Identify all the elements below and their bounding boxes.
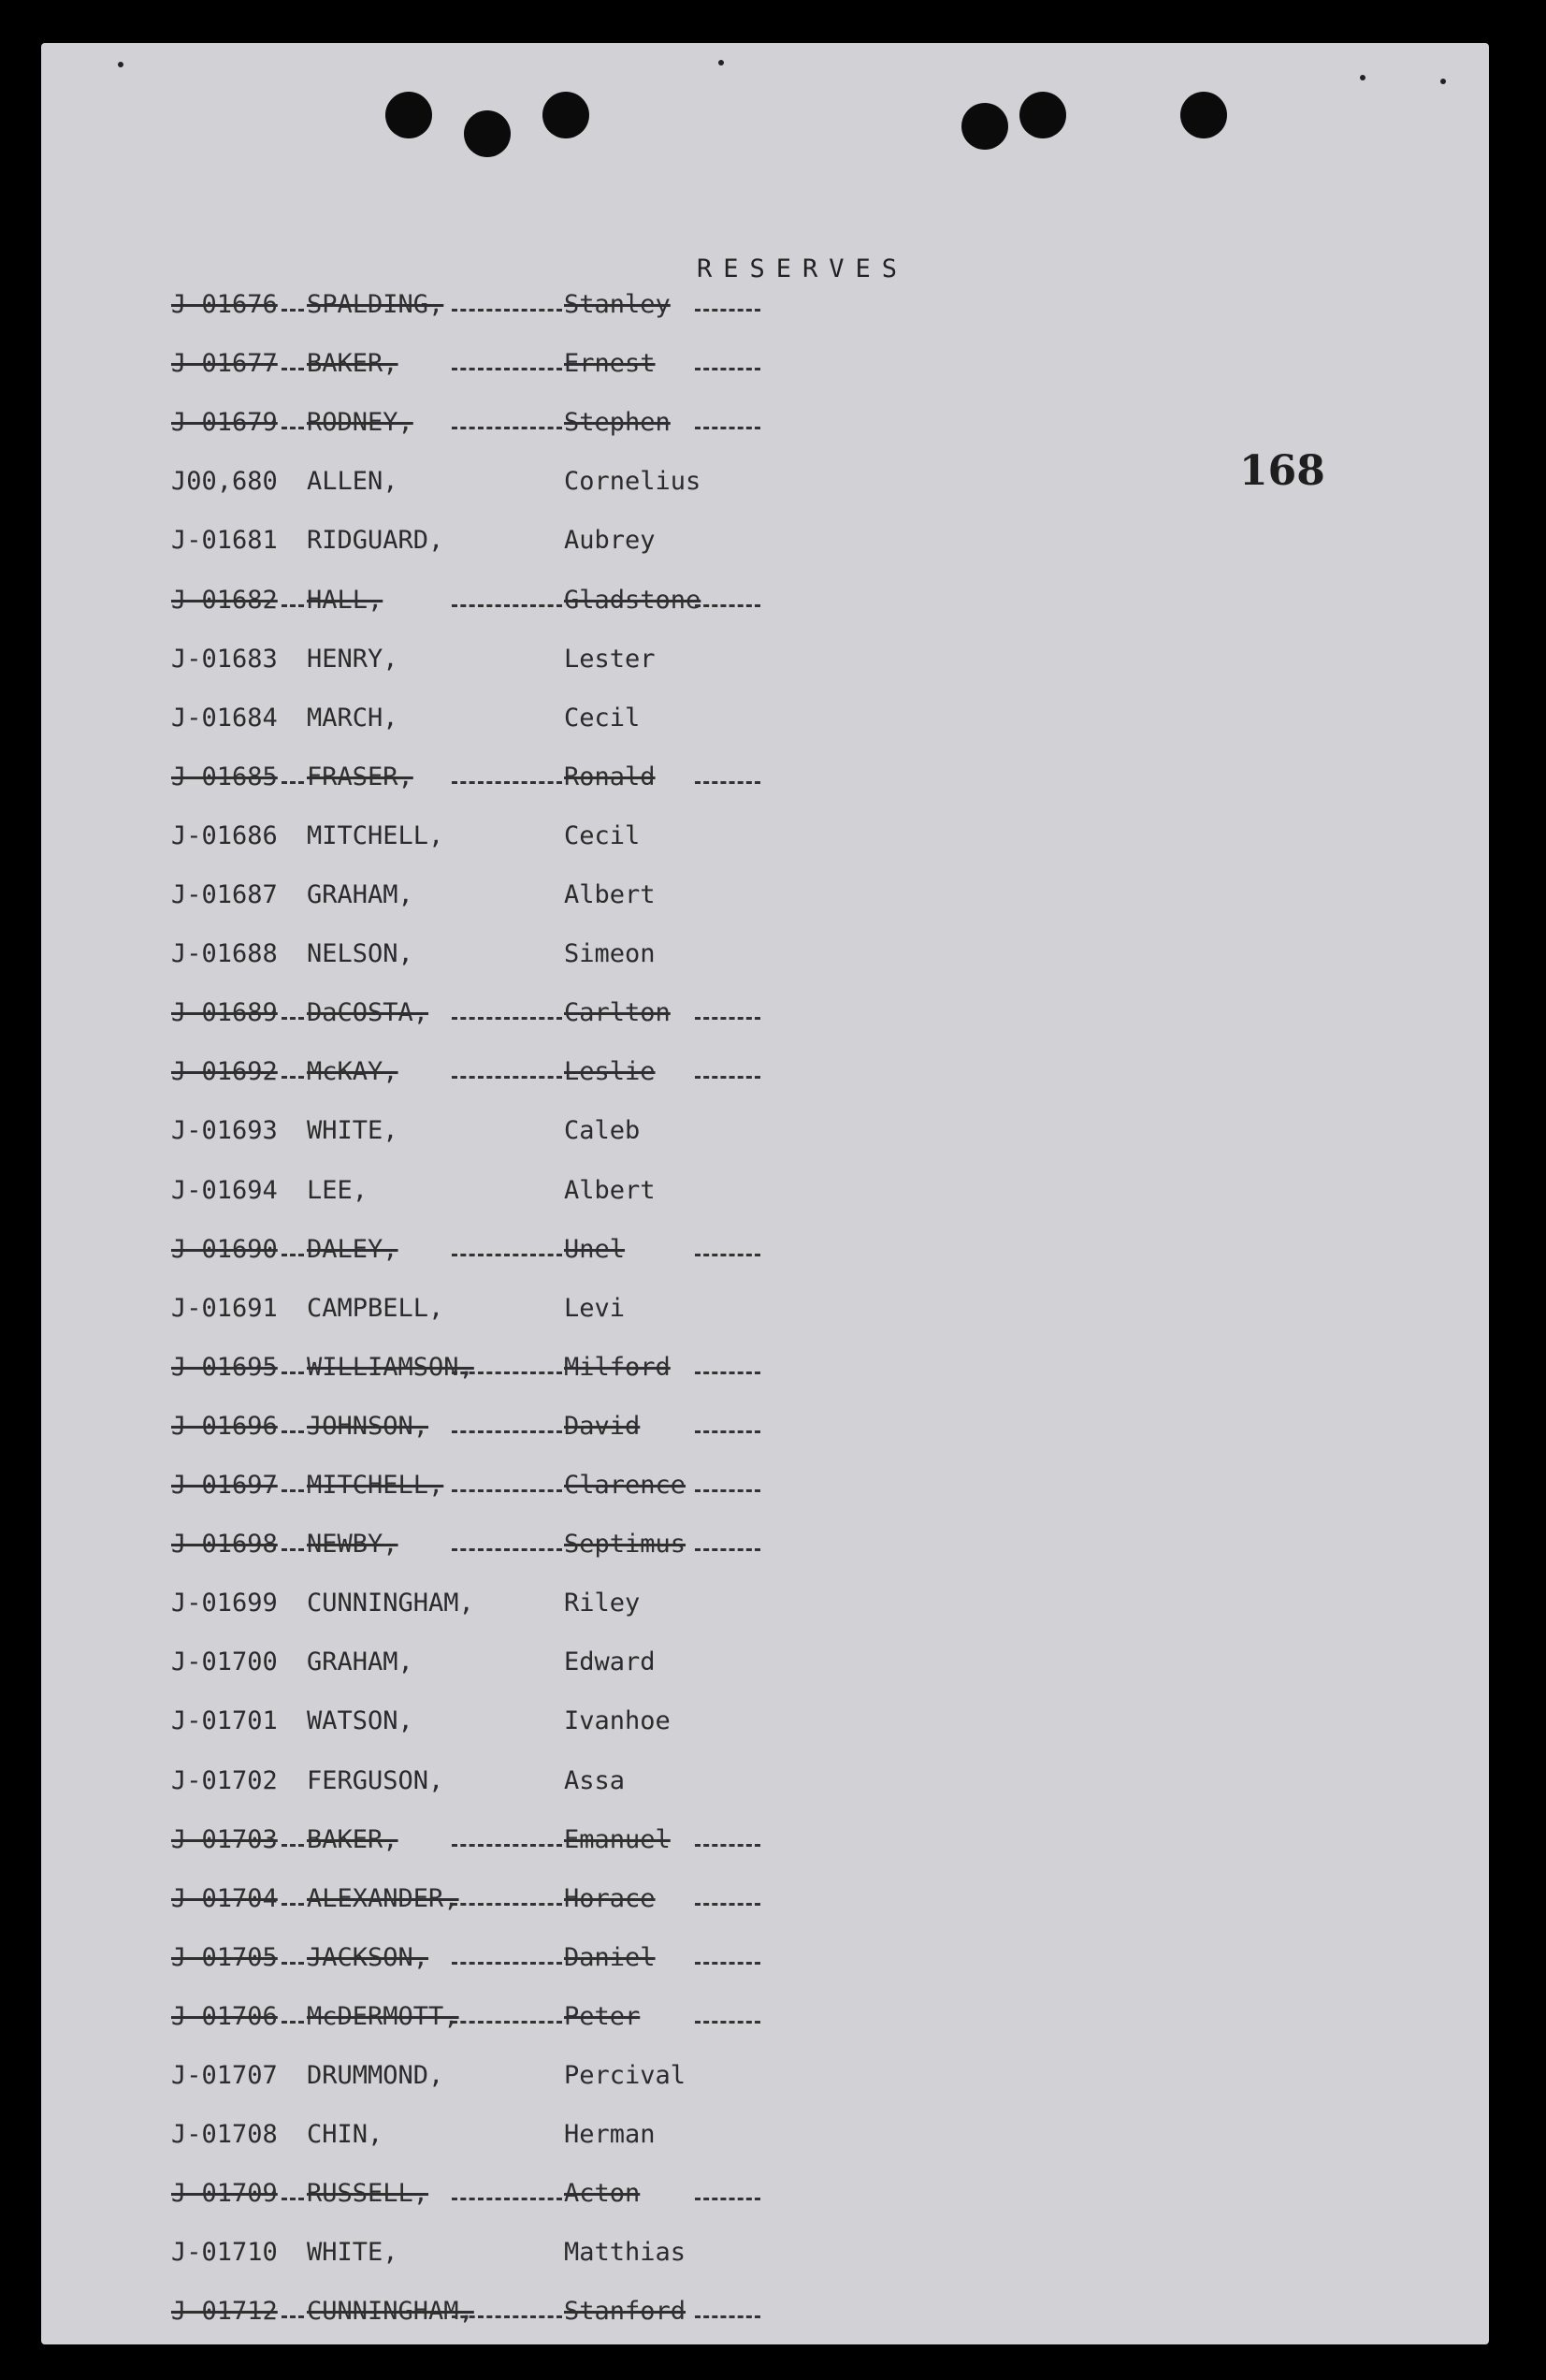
- given-name: Clarence: [564, 1471, 686, 1500]
- service-number: J-01706: [171, 2002, 278, 2031]
- strike-dash: [695, 2198, 760, 2200]
- surname: MITCHELL,: [307, 821, 444, 850]
- given-name: Edward: [564, 1647, 656, 1676]
- service-number: J-01690: [171, 1235, 278, 1264]
- strike-dash: [452, 2315, 562, 2318]
- given-name: Riley: [564, 1589, 641, 1618]
- service-number: J-01693: [171, 1116, 278, 1145]
- surname: MARCH,: [307, 704, 398, 733]
- service-number: J-01685: [171, 762, 278, 791]
- surname: RUSSELL,: [307, 2179, 429, 2208]
- service-number: J-01677: [171, 349, 278, 378]
- service-number: J-01697: [171, 1471, 278, 1500]
- given-name: Ronald: [564, 762, 656, 791]
- strike-dash: [695, 1548, 760, 1551]
- given-name: Cornelius: [564, 467, 701, 496]
- service-number: J-01704: [171, 1884, 278, 1913]
- service-number: J00,680: [171, 467, 278, 496]
- given-name: Matthias: [564, 2238, 686, 2267]
- service-number: J-01698: [171, 1530, 278, 1559]
- strike-dash: [282, 1962, 304, 1965]
- strike-dash: [282, 1844, 304, 1847]
- surname: JOHNSON,: [307, 1412, 429, 1441]
- given-name: Albert: [564, 1176, 656, 1205]
- strike-dash: [452, 309, 562, 312]
- given-name: Albert: [564, 880, 656, 909]
- strike-dash: [452, 1962, 562, 1965]
- given-name: Simeon: [564, 939, 656, 968]
- given-name: Acton: [564, 2179, 641, 2208]
- service-number: J-01708: [171, 2120, 278, 2149]
- given-name: Horace: [564, 1884, 656, 1913]
- service-number: J-01691: [171, 1294, 278, 1323]
- surname: NEWBY,: [307, 1530, 398, 1559]
- service-number: J-01700: [171, 1647, 278, 1676]
- service-number: J-01689: [171, 998, 278, 1027]
- strike-dash: [695, 1017, 760, 1020]
- strike-dash: [282, 1903, 304, 1906]
- service-number: J-01699: [171, 1589, 278, 1618]
- surname: WATSON,: [307, 1706, 413, 1735]
- strike-dash: [282, 1017, 304, 1020]
- strike-dash: [282, 1076, 304, 1079]
- strike-dash: [452, 2198, 562, 2200]
- surname: CUNNINGHAM,: [307, 1589, 474, 1618]
- surname: HENRY,: [307, 645, 398, 674]
- surname: DRUMMOND,: [307, 2061, 444, 2090]
- given-name: Stanley: [564, 290, 671, 319]
- service-number: J-01684: [171, 704, 278, 733]
- strike-dash: [695, 1076, 760, 1079]
- strike-dash: [695, 1844, 760, 1847]
- strike-dash: [452, 1548, 562, 1551]
- given-name: Unel: [564, 1235, 626, 1264]
- surname: NELSON,: [307, 939, 413, 968]
- strike-dash: [282, 1489, 304, 1492]
- strike-dash: [452, 427, 562, 429]
- surname: DaCOSTA,: [307, 998, 429, 1027]
- page-title: RESERVES: [697, 254, 909, 283]
- service-number: J-01683: [171, 645, 278, 674]
- given-name: Ernest: [564, 349, 656, 378]
- service-number: J-01696: [171, 1412, 278, 1441]
- given-name: Daniel: [564, 1943, 656, 1972]
- given-name: Milford: [564, 1353, 671, 1382]
- strike-dash: [282, 1548, 304, 1551]
- surname: JACKSON,: [307, 1943, 429, 1972]
- strike-dash: [695, 368, 760, 370]
- strike-dash: [282, 2198, 304, 2200]
- given-name: Lester: [564, 645, 656, 674]
- strike-dash: [282, 781, 304, 784]
- strike-dash: [695, 2021, 760, 2024]
- surname: CAMPBELL,: [307, 1294, 444, 1323]
- strike-dash: [695, 309, 760, 312]
- service-number: J-01701: [171, 1706, 278, 1735]
- strike-dash: [452, 1254, 562, 1256]
- service-number: J-01687: [171, 880, 278, 909]
- service-number: J-01681: [171, 526, 278, 555]
- given-name: Levi: [564, 1294, 626, 1323]
- service-number: J-01688: [171, 939, 278, 968]
- strike-dash: [452, 1844, 562, 1847]
- strike-dash: [452, 1076, 562, 1079]
- service-number: J-01709: [171, 2179, 278, 2208]
- surname: BAKER,: [307, 349, 398, 378]
- surname: RIDGUARD,: [307, 526, 444, 555]
- strike-dash: [282, 1254, 304, 1256]
- surname: SPALDING,: [307, 290, 444, 319]
- given-name: Emanuel: [564, 1825, 671, 1854]
- surname: DALEY,: [307, 1235, 398, 1264]
- surname: FRASER,: [307, 762, 413, 791]
- surname: CHIN,: [307, 2120, 383, 2149]
- strike-dash: [695, 604, 760, 607]
- strike-dash: [282, 309, 304, 312]
- given-name: Gladstone: [564, 586, 701, 615]
- strike-dash: [452, 368, 562, 370]
- strike-dash: [282, 1430, 304, 1433]
- surname: WHITE,: [307, 1116, 398, 1145]
- service-number: J-01679: [171, 408, 278, 437]
- service-number: J-01703: [171, 1825, 278, 1854]
- strike-dash: [282, 2315, 304, 2318]
- strike-dash: [695, 781, 760, 784]
- given-name: Herman: [564, 2120, 656, 2149]
- strike-dash: [695, 1430, 760, 1433]
- strike-dash: [452, 1903, 562, 1906]
- surname: WHITE,: [307, 2238, 398, 2267]
- service-number: J-01695: [171, 1353, 278, 1382]
- strike-dash: [452, 1371, 562, 1374]
- surname: BAKER,: [307, 1825, 398, 1854]
- service-number: J-01707: [171, 2061, 278, 2090]
- surname: WILLIAMSON,: [307, 1353, 474, 1382]
- given-name: Cecil: [564, 821, 641, 850]
- given-name: Aubrey: [564, 526, 656, 555]
- service-number: J-01712: [171, 2297, 278, 2326]
- surname: CUNNINGHAM,: [307, 2297, 474, 2326]
- page-number: 168: [1239, 447, 1325, 495]
- given-name: Assa: [564, 1766, 626, 1795]
- strike-dash: [695, 1371, 760, 1374]
- strike-dash: [452, 1430, 562, 1433]
- service-number: J-01682: [171, 586, 278, 615]
- surname: ALEXANDER,: [307, 1884, 459, 1913]
- given-name: Leslie: [564, 1057, 656, 1086]
- service-number: J-01676: [171, 290, 278, 319]
- strike-dash: [282, 604, 304, 607]
- strike-dash: [695, 427, 760, 429]
- strike-dash: [452, 2021, 562, 2024]
- surname: ALLEN,: [307, 467, 398, 496]
- strike-dash: [695, 1962, 760, 1965]
- surname: McDERMOTT,: [307, 2002, 459, 2031]
- strike-dash: [282, 1371, 304, 1374]
- given-name: Cecil: [564, 704, 641, 733]
- strike-dash: [452, 604, 562, 607]
- given-name: Stanford: [564, 2297, 686, 2326]
- service-number: J-01705: [171, 1943, 278, 1972]
- strike-dash: [452, 1017, 562, 1020]
- service-number: J-01710: [171, 2238, 278, 2267]
- surname: LEE,: [307, 1176, 368, 1205]
- given-name: Ivanhoe: [564, 1706, 671, 1735]
- given-name: Peter: [564, 2002, 641, 2031]
- given-name: Stephen: [564, 408, 671, 437]
- surname: GRAHAM,: [307, 1647, 413, 1676]
- surname: MITCHELL,: [307, 1471, 444, 1500]
- given-name: David: [564, 1412, 641, 1441]
- strike-dash: [452, 1489, 562, 1492]
- given-name: Carlton: [564, 998, 671, 1027]
- strike-dash: [695, 1489, 760, 1492]
- service-number: J-01694: [171, 1176, 278, 1205]
- strike-dash: [282, 427, 304, 429]
- surname: FERGUSON,: [307, 1766, 444, 1795]
- strike-dash: [282, 368, 304, 370]
- service-number: J-01692: [171, 1057, 278, 1086]
- service-number: J-01702: [171, 1766, 278, 1795]
- service-number: J-01686: [171, 821, 278, 850]
- surname: RODNEY,: [307, 408, 413, 437]
- given-name: Septimus: [564, 1530, 686, 1559]
- strike-dash: [695, 1903, 760, 1906]
- strike-dash: [282, 2021, 304, 2024]
- surname: HALL,: [307, 586, 383, 615]
- given-name: Caleb: [564, 1116, 641, 1145]
- strike-dash: [452, 781, 562, 784]
- given-name: Percival: [564, 2061, 686, 2090]
- surname: McKAY,: [307, 1057, 398, 1086]
- surname: GRAHAM,: [307, 880, 413, 909]
- strike-dash: [695, 1254, 760, 1256]
- strike-dash: [695, 2315, 760, 2318]
